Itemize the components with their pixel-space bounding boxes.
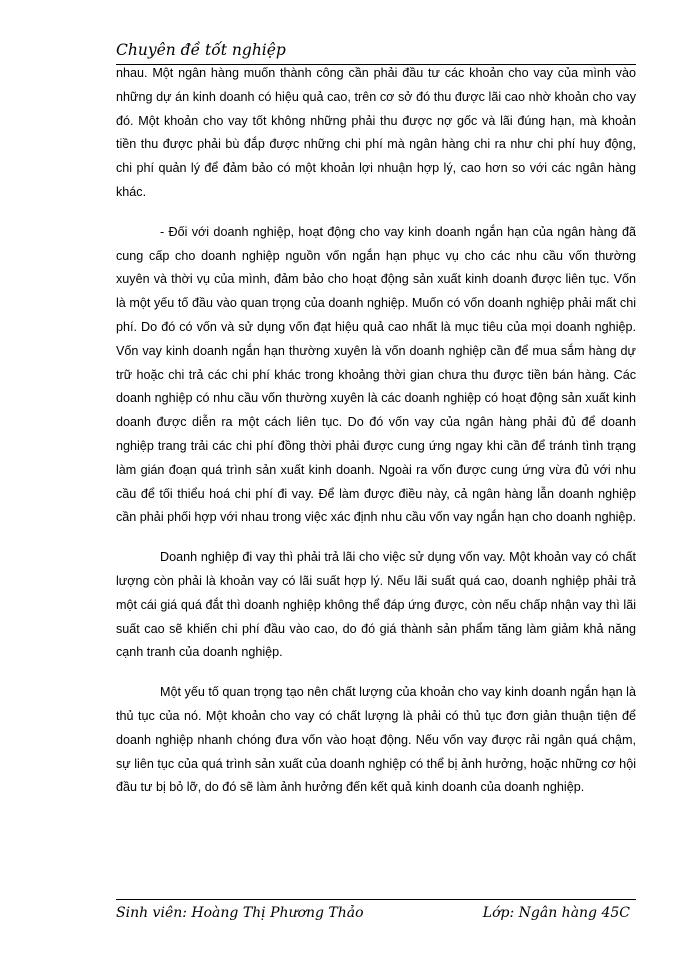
paragraph-enterprise: - Đối với doanh nghiệp, hoạt động cho vay kinh doanh ngắn hạn của ngân hàng đã cung cấp cho doanh nghiệp nguồn vốn ngắn hạn phục vụ cho các nhu cầu vốn thường xuyên và thời vụ của mình, đảm bảo cho hoạt động sản xuất kinh doanh được liên tục. Vốn là một yếu tố đầu vào quan trọng của doanh nghiệp. Muốn có vốn doanh nghiệp phải mất chi phí. Do đó có vốn và sử dụng vốn đạt hiệu quả cao nhất là mục tiêu của mọi doanh nghiệp. Vốn vay kinh doanh ngắn hạn thường xuyên là vốn doanh nghiệp cần để mua sắm hàng dự trữ hoặc chi trả các chi phí khác trong khoảng thời gian chưa thu được tiền bán hàng. Các doanh nghiệp có nhu cầu vốn thường xuyên là các doanh nghiệp có hoạt động sản xuất kinh doanh được diễn ra một cách liên tục. Do đó vốn vay của ngân hàng phải đủ để doanh nghiệp trang trải các chi phí đồng thời phải được cung ứng ngay khi cần để tránh tình trạng làm gián đoạn quá trình sản xuất kinh doanh. Ngoài ra vốn được cung ứng vừa đủ với nhu cầu để tối thiểu hoá chi phí đi vay. Để làm được điều này, cả ngân hàng lẫn doanh nghiệp cần phải phối hợp với nhau trong việc xác định nhu cầu vốn vay ngắn hạn cho doanh nghiệp. [116, 224, 636, 525]
page-footer [116, 899, 636, 922]
paragraph-interest: Doanh nghiệp đi vay thì phải trả lãi cho việc sử dụng vốn vay. Một khoản vay có chất lượng còn phải là khoản vay có lãi suất hợp lý. Nếu lãi suất quá cao, doanh nghiệp phải trả một cái giá quá đắt thì doanh nghiệp không thể đáp ứng được, còn nếu chấp nhận vay thì lãi suất cao sẽ khiến chi phí đầu vào cao, do đó giá thành sản phẩm tăng làm giảm khả năng cạnh tranh của doanh nghiệp. [116, 550, 636, 660]
footer-class: Lớp: Ngân hàng 45C [482, 905, 630, 921]
page-header [116, 38, 636, 65]
paragraph-procedure: Một yếu tố quan trọng tạo nên chất lượng của khoản cho vay kinh doanh ngắn hạn là thủ tục của nó. Một khoản cho vay có chất lượng là phải có thủ tục đơn giản thuận tiện để doanh nghiệp nhanh chóng đưa vốn vào hoạt động. Nếu vốn vay được rải ngân quá chậm, sự liên tục của quá trình sản xuất của doanh nghiệp có thể bị ảnh hưởng, hoặc những cơ hội đầu tư bị bỏ lỡ, do đó sẽ làm ảnh hưởng đến kết quả kinh doanh của doanh nghiệp. [116, 685, 636, 795]
footer-student: Sinh viên: Hoàng Thị Phương Thảo [116, 905, 364, 921]
document-body [116, 62, 636, 816]
header-title: Chuyên đề tốt nghiệp [116, 41, 286, 59]
paragraph-continuation: nhau. Một ngân hàng muốn thành công cần phải đầu tư các khoản cho vay của mình vào những dự án kinh doanh có hiệu quả cao, trên cơ sở đó thu được lãi cao nhờ khoản cho vay đó. Một khoản cho vay tốt không những phải thu được nợ gốc và lãi đúng hạn, mà khoản tiền thu được phải bù đắp được những chi phí mà ngân hàng chi ra như chi phí huy động, chi phí quản lý để đảm bảo có một khoản lợi nhuận hợp lý, cao hơn so với các ngân hàng khác. [116, 66, 636, 199]
